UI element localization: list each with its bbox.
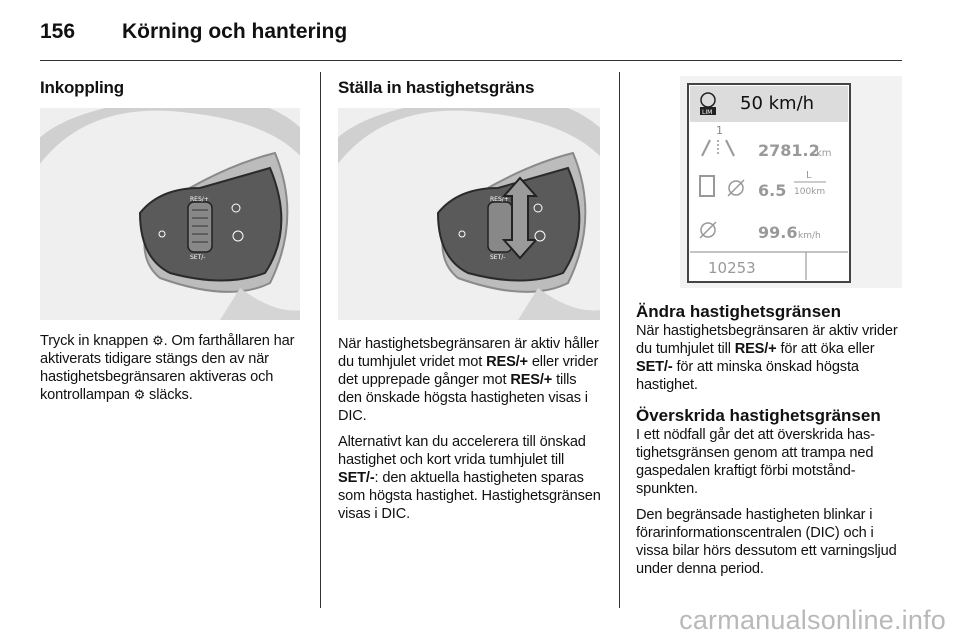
dic-avg-speed-value: 99.6 [758, 223, 798, 242]
steering-wheel-illustration-1 [40, 108, 300, 320]
inkoppling-paragraph: Tryck in knappen ⚙. Om farthållaren har aktiverats tidigare stängs den av när hastighetsbegränsaren aktiveras och kontrollampan ⚙ släcks. [40, 333, 295, 403]
page-number: 156 [40, 20, 76, 43]
wheel-res-label-2: RES/+ [490, 196, 509, 203]
dic-avg-speed-unit: km/h [798, 231, 821, 241]
watermark: carmanualsonline.info [679, 605, 946, 635]
stalla-in-paragraph-1: När hastighetsbegränsaren är aktiv håller du tumhjulet vridet mot RES/+ eller vrider det upprepade gånger mot RES/+ tills den önskade högsta hastigheten visas i DIC. [338, 336, 599, 424]
dic-fuel-unit-bottom: 100km [794, 187, 826, 197]
wheel-set-label-2: SET/- [490, 254, 506, 261]
wheel-res-label: RES/+ [190, 196, 209, 203]
chapter-title: Körning och hantering [122, 20, 348, 43]
lim-badge: LIM [702, 109, 713, 116]
column-divider-2 [619, 72, 620, 608]
section-heading-stalla-in: Ställa in hastighetsgräns [338, 78, 535, 97]
dic-trip-label: 1 [716, 124, 723, 137]
dic-odometer: 10253 [708, 259, 756, 277]
column-2 [338, 72, 602, 98]
section-heading-inkoppling: Inkoppling [40, 78, 124, 97]
speed-limiter-icon: ⚙ [152, 333, 164, 348]
dic-speed-limit: 50 km/h [740, 93, 815, 114]
wheel-set-label: SET/- [190, 254, 206, 261]
dic-trip-value: 2781.2 [758, 141, 820, 160]
column-1 [40, 72, 302, 98]
dic-trip-unit: km [816, 148, 832, 159]
header-divider [40, 60, 902, 61]
column-3-text [636, 302, 904, 578]
stalla-in-text [338, 335, 602, 523]
heading-andra: Ändra hastighetsgränsen [636, 302, 841, 321]
page-header [40, 20, 347, 50]
dic-fuel-unit-top: L [806, 170, 812, 181]
limiter-lamp-icon: ⚙ [133, 387, 146, 402]
steering-wheel-illustration-2 [338, 108, 600, 320]
overskrida-paragraph-1: I ett nödfall går det att överskrida hastighetsgränsen genom att trampa ned gaspedalen kraftigt förbi motståndspunkten. [636, 427, 875, 497]
dic-display-illustration [680, 76, 902, 288]
dic-fuel-value: 6.5 [758, 181, 787, 200]
overskrida-paragraph-2: Den begränsade hastigheten blinkar i förarinformationscentralen (DIC) och i vissa bilar hörs dessutom ett varningsljud under denna period. [636, 507, 897, 577]
column-divider-1 [320, 72, 321, 608]
stalla-in-paragraph-2: Alternativt kan du accelerera till önskad hastighet och kort vrida tumhjulet till SET/-: den aktuella hastigheten sparas som högsta hastighet. Hastighetsgränsen visas i DIC. [338, 434, 601, 522]
andra-paragraph: När hastighetsbegränsaren är aktiv vrider du tumhjulet till RES/+ för att öka eller SET/- för att minska önskad högsta hastighet. [636, 323, 898, 393]
inkoppling-text [40, 332, 302, 404]
heading-overskrida: Överskrida hastighetsgränsen [636, 406, 881, 425]
